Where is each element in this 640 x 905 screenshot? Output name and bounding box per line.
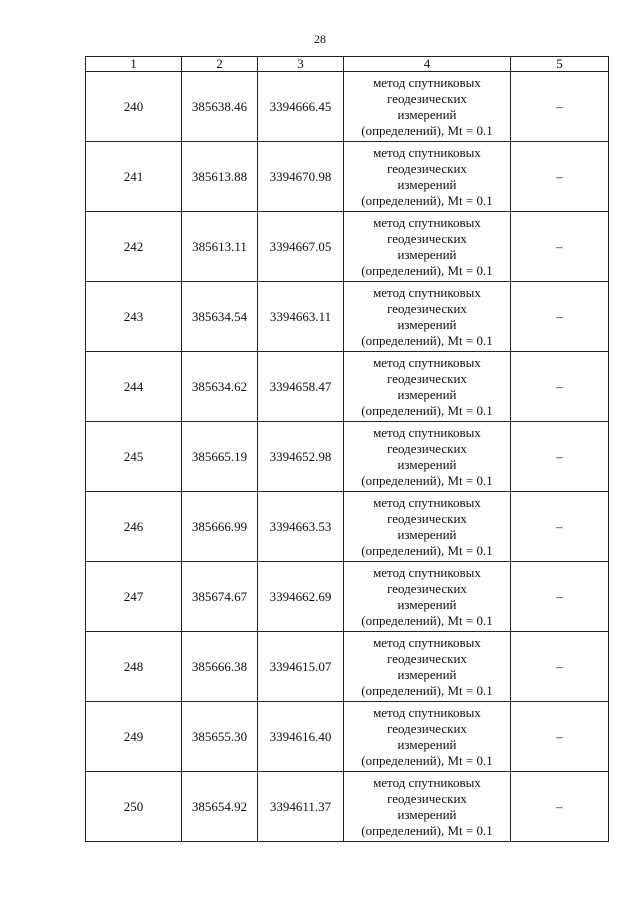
- method-line: метод спутниковых: [373, 774, 481, 790]
- note-cell: –: [511, 212, 609, 282]
- x-coordinate-cell: 385665.19: [182, 422, 258, 492]
- table-row: [86, 352, 609, 422]
- point-number-cell: 247: [86, 562, 182, 632]
- method-line: измерений: [397, 316, 457, 332]
- header-row: [86, 57, 609, 72]
- method-line: измерений: [397, 456, 457, 472]
- method-line: геодезических: [387, 440, 467, 456]
- header-col-1: 1: [86, 57, 182, 72]
- method-line: метод спутниковых: [373, 74, 481, 90]
- note-cell: –: [511, 422, 609, 492]
- table-row: [86, 702, 609, 772]
- table-row: [86, 72, 609, 142]
- point-number-cell: 242: [86, 212, 182, 282]
- y-coordinate-cell: 3394666.45: [258, 72, 344, 142]
- note-cell: –: [511, 702, 609, 772]
- note-cell: –: [511, 352, 609, 422]
- table-row: [86, 492, 609, 562]
- y-coordinate-cell: 3394670.98: [258, 142, 344, 212]
- header-col-5: 5: [511, 57, 609, 72]
- x-coordinate-cell: 385674.67: [182, 562, 258, 632]
- y-coordinate-cell: 3394652.98: [258, 422, 344, 492]
- point-number-cell: 245: [86, 422, 182, 492]
- table-row: [86, 422, 609, 492]
- y-coordinate-cell: 3394615.07: [258, 632, 344, 702]
- method-line: (определений), Mt = 0.1: [361, 122, 493, 138]
- x-coordinate-cell: 385638.46: [182, 72, 258, 142]
- method-line: геодезических: [387, 510, 467, 526]
- point-number-cell: 249: [86, 702, 182, 772]
- method-line: измерений: [397, 176, 457, 192]
- method-cell: [344, 142, 511, 212]
- coordinates-table: [85, 56, 609, 842]
- method-line: геодезических: [387, 160, 467, 176]
- method-cell: [344, 702, 511, 772]
- table-row: [86, 772, 609, 842]
- table-row: [86, 562, 609, 632]
- y-coordinate-cell: 3394658.47: [258, 352, 344, 422]
- header-col-4: 4: [344, 57, 511, 72]
- method-line: (определений), Mt = 0.1: [361, 822, 493, 838]
- method-line: измерений: [397, 246, 457, 262]
- note-cell: –: [511, 492, 609, 562]
- table-row: [86, 142, 609, 212]
- point-number-cell: 246: [86, 492, 182, 562]
- method-line: (определений), Mt = 0.1: [361, 682, 493, 698]
- method-line: измерений: [397, 806, 457, 822]
- method-cell: [344, 212, 511, 282]
- method-cell: [344, 282, 511, 352]
- x-coordinate-cell: 385666.99: [182, 492, 258, 562]
- y-coordinate-cell: 3394616.40: [258, 702, 344, 772]
- method-line: (определений), Mt = 0.1: [361, 262, 493, 278]
- method-line: измерений: [397, 736, 457, 752]
- point-number-cell: 248: [86, 632, 182, 702]
- method-line: метод спутниковых: [373, 494, 481, 510]
- method-line: метод спутниковых: [373, 284, 481, 300]
- x-coordinate-cell: 385613.11: [182, 212, 258, 282]
- method-line: (определений), Mt = 0.1: [361, 612, 493, 628]
- method-line: метод спутниковых: [373, 634, 481, 650]
- method-line: (определений), Mt = 0.1: [361, 192, 493, 208]
- page-number: 28: [314, 32, 326, 46]
- method-line: (определений), Mt = 0.1: [361, 402, 493, 418]
- table-row: [86, 282, 609, 352]
- method-line: (определений), Mt = 0.1: [361, 332, 493, 348]
- method-cell: [344, 492, 511, 562]
- method-cell: [344, 422, 511, 492]
- header-col-2: 2: [182, 57, 258, 72]
- method-line: измерений: [397, 526, 457, 542]
- x-coordinate-cell: 385666.38: [182, 632, 258, 702]
- x-coordinate-cell: 385655.30: [182, 702, 258, 772]
- header-col-3: 3: [258, 57, 344, 72]
- method-line: метод спутниковых: [373, 144, 481, 160]
- method-line: геодезических: [387, 580, 467, 596]
- method-line: (определений), Mt = 0.1: [361, 472, 493, 488]
- point-number-cell: 240: [86, 72, 182, 142]
- method-line: геодезических: [387, 790, 467, 806]
- method-line: метод спутниковых: [373, 354, 481, 370]
- method-line: геодезических: [387, 370, 467, 386]
- y-coordinate-cell: 3394667.05: [258, 212, 344, 282]
- method-line: метод спутниковых: [373, 424, 481, 440]
- note-cell: –: [511, 562, 609, 632]
- x-coordinate-cell: 385634.62: [182, 352, 258, 422]
- note-cell: –: [511, 632, 609, 702]
- note-cell: –: [511, 282, 609, 352]
- point-number-cell: 250: [86, 772, 182, 842]
- point-number-cell: 243: [86, 282, 182, 352]
- method-cell: [344, 632, 511, 702]
- method-line: геодезических: [387, 650, 467, 666]
- method-line: метод спутниковых: [373, 214, 481, 230]
- method-line: (определений), Mt = 0.1: [361, 752, 493, 768]
- point-number-cell: 241: [86, 142, 182, 212]
- method-line: геодезических: [387, 300, 467, 316]
- method-line: геодезических: [387, 90, 467, 106]
- y-coordinate-cell: 3394662.69: [258, 562, 344, 632]
- method-line: измерений: [397, 596, 457, 612]
- table-row: [86, 632, 609, 702]
- note-cell: –: [511, 142, 609, 212]
- method-line: метод спутниковых: [373, 704, 481, 720]
- method-cell: [344, 772, 511, 842]
- y-coordinate-cell: 3394611.37: [258, 772, 344, 842]
- note-cell: –: [511, 772, 609, 842]
- method-line: геодезических: [387, 230, 467, 246]
- x-coordinate-cell: 385654.92: [182, 772, 258, 842]
- x-coordinate-cell: 385613.88: [182, 142, 258, 212]
- table-row: [86, 212, 609, 282]
- x-coordinate-cell: 385634.54: [182, 282, 258, 352]
- y-coordinate-cell: 3394663.53: [258, 492, 344, 562]
- y-coordinate-cell: 3394663.11: [258, 282, 344, 352]
- method-line: измерений: [397, 666, 457, 682]
- method-line: метод спутниковых: [373, 564, 481, 580]
- method-cell: [344, 72, 511, 142]
- method-line: измерений: [397, 386, 457, 402]
- point-number-cell: 244: [86, 352, 182, 422]
- method-line: измерений: [397, 106, 457, 122]
- method-line: (определений), Mt = 0.1: [361, 542, 493, 558]
- method-cell: [344, 352, 511, 422]
- method-line: геодезических: [387, 720, 467, 736]
- method-cell: [344, 562, 511, 632]
- note-cell: –: [511, 72, 609, 142]
